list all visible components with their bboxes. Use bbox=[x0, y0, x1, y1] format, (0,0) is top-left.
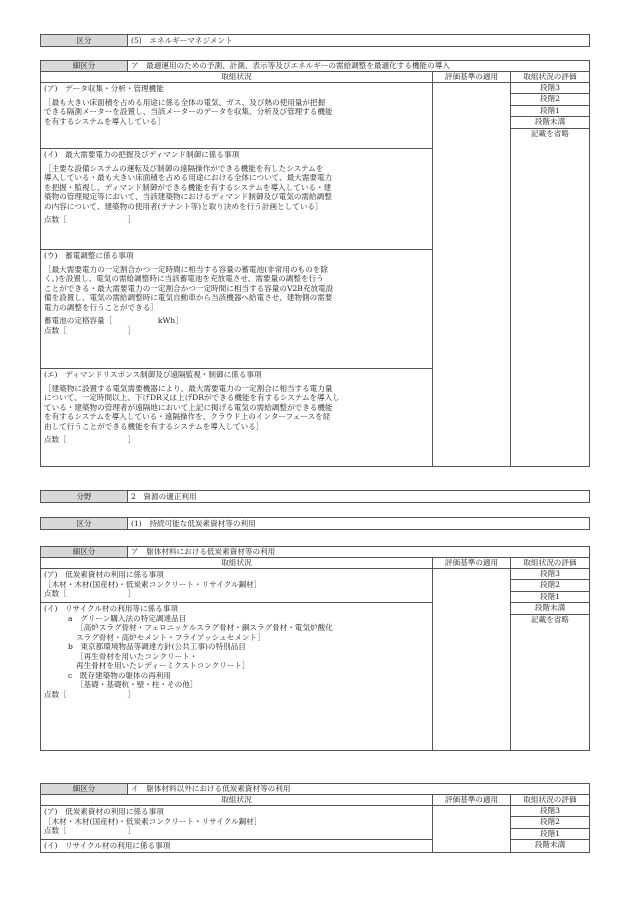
kubun-label: 区分 bbox=[41, 35, 128, 47]
item-text-line: の内容について、建築物の使用者(テナント等)と取り決めを行う計画としている］ bbox=[44, 201, 323, 211]
item-title: (ア) 低炭素資材の利用に係る事項 bbox=[44, 570, 164, 579]
level-below[interactable]: 段階未満 bbox=[511, 603, 589, 614]
item-text-line: ［主要な設備システムの運転及び制御の遠隔操作ができる機能を有したシステムを bbox=[44, 163, 324, 173]
kubun-label: 区分 bbox=[41, 518, 128, 530]
sub-item-title: a グリーン購入法の特定調達品目 bbox=[68, 613, 187, 623]
item-text-line: を有するシステムを導入している］ bbox=[44, 116, 165, 126]
level-1[interactable]: 段階1 bbox=[511, 106, 589, 117]
item-text-line: ［最も大きい床面積を占める用途に係る全体の電気、ガス、及び熱の使用量が把握 bbox=[44, 97, 326, 107]
item-text-line: ［建築物に設置する電気需要機器により、最大需要電力の一定割合に相当する電力量 bbox=[44, 383, 333, 393]
kubun-table-energy bbox=[40, 34, 590, 47]
saikubun-label: 細区分 bbox=[41, 61, 128, 72]
col-status-header: 取組状況 bbox=[41, 558, 433, 569]
item-text-line: ［再生骨材を用いたコンクリート・ bbox=[76, 651, 198, 661]
saikubun-table-structure bbox=[40, 546, 590, 751]
sub-item-title: c 既存建築物の躯体の再利用 bbox=[68, 670, 171, 680]
level-2[interactable]: 段階2 bbox=[511, 817, 589, 828]
points-field[interactable]: 点数［ ］ bbox=[44, 689, 136, 699]
col-criteria-header: 評価基準の適用 bbox=[433, 795, 511, 806]
item-text-line: 電力の調整を行うことができる］ bbox=[44, 302, 158, 312]
kubun-value: (5) エネルギーマネジメント bbox=[128, 35, 590, 47]
item-text-line: ［高炉スラグ骨材・フェロニッケルスラグ骨材・銅スラグ骨材・電気炉酸化 bbox=[76, 623, 333, 632]
level-below[interactable]: 段階未満 bbox=[511, 117, 589, 128]
bunya-label: 分野 bbox=[41, 491, 128, 503]
item-text-line: について、一定時間以上、下げDR又は上げDRができる機能を有するシステムを導入し bbox=[44, 393, 340, 402]
col-eval-header: 取組状況の評価 bbox=[511, 795, 590, 806]
eval-levels bbox=[511, 83, 590, 467]
item-text-line: 由して行うことができる機能を有するシステムを導入している］ bbox=[44, 421, 264, 431]
item-recycled bbox=[41, 603, 433, 751]
item-text-line: 導入している・最も大きい床面積を占める用途における全体について、最大需要電力 bbox=[44, 173, 333, 182]
item-text-line: 築物の管理規定等において、当該建築物におけるディマンド制御及び電気の需給調整 bbox=[44, 192, 332, 201]
col-criteria-header: 評価基準の適用 bbox=[433, 558, 511, 569]
item-text-line: ［基礎・基礎杭・壁・柱・その他］ bbox=[76, 680, 198, 689]
col-status-header: 取組状況 bbox=[41, 72, 433, 83]
item-text-line: ている・建築物の管理者が遠隔地において上記に掲げる電気の需給調整ができる機能 bbox=[44, 402, 333, 412]
criteria-cell[interactable] bbox=[433, 83, 511, 467]
level-1[interactable]: 段階1 bbox=[511, 592, 589, 603]
kubun-value: (1) 持続可能な低炭素資材等の利用 bbox=[128, 518, 590, 530]
item-text-line: 備を設置し、電気の需給調整時に電気自動車から当該機器へ給電させ、建物側の需要 bbox=[44, 293, 333, 302]
level-omit[interactable]: 記載を省略 bbox=[531, 128, 569, 138]
eval-levels bbox=[511, 806, 590, 853]
criteria-cell[interactable] bbox=[433, 569, 511, 751]
item-demand-response bbox=[41, 369, 433, 467]
saikubun-value: ア 躯体材料における低炭素資材等の利用 bbox=[128, 547, 590, 558]
item-text-line: ［最大需要電力の一定割合かつ一定時間に相当する容量の蓄電池(非常用のものを除 bbox=[44, 264, 328, 274]
kubun-table-resource bbox=[40, 517, 590, 530]
item-data-collection bbox=[41, 83, 433, 149]
item-text-line: ことができる・最大需要電力の一定割合かつ一定時間に相当する容量のV2B充放電設 bbox=[44, 283, 334, 293]
level-omit[interactable]: 記載を省略 bbox=[531, 614, 569, 624]
saikubun-table-nonstructure bbox=[40, 783, 590, 853]
item-title: (イ) リサイクル材の利用等に係る事項 bbox=[44, 604, 178, 613]
level-below[interactable]: 段階未満 bbox=[534, 840, 566, 850]
sub-item-title: b 東京都環境物品等調達方針(公共工事)の特別品目 bbox=[68, 642, 246, 651]
item-recycled bbox=[41, 840, 433, 853]
criteria-cell[interactable] bbox=[433, 806, 511, 853]
points-field[interactable]: 点数［ ］ bbox=[44, 215, 136, 224]
item-text-line: を有するシステムを導入している・遠隔操作を、クラウド上のインターフェースを経 bbox=[44, 412, 331, 421]
col-eval-header: 取組状況の評価 bbox=[511, 72, 590, 83]
item-low-carbon bbox=[41, 806, 433, 840]
item-text-line: く。)を設置し、電気の需給調整時に当該蓄電池を充放電させ、需要量の調整を行う bbox=[44, 274, 324, 283]
item-low-carbon bbox=[41, 569, 433, 603]
saikubun-label: 細区分 bbox=[41, 547, 128, 558]
level-3[interactable]: 段階3 bbox=[511, 569, 589, 580]
item-text-line: ［木材・木材(国産材)・低炭素コンクリート・リサイクル鋼材］ bbox=[44, 816, 262, 826]
item-text-line: スラグ骨材・高炉セメント・フライアッシュセメント］ bbox=[76, 632, 265, 642]
item-text-line: を把握・監視し、ディマンド制御ができる機能を有するシステムを導入している・建 bbox=[44, 182, 332, 192]
saikubun-label: 細区分 bbox=[41, 784, 128, 795]
points-field[interactable]: 点数［ ］ bbox=[44, 325, 136, 335]
level-2[interactable]: 段階2 bbox=[511, 94, 589, 105]
item-storage bbox=[41, 250, 433, 369]
points-field[interactable]: 点数［ ］ bbox=[44, 826, 136, 835]
item-text-line: 再生骨材を用いたレディーミクストコンクリート］ bbox=[76, 661, 250, 670]
level-3[interactable]: 段階3 bbox=[511, 83, 589, 94]
battery-capacity-field[interactable]: 蓄電池の定格容量［ kWh］ bbox=[44, 316, 183, 325]
level-3[interactable]: 段階3 bbox=[511, 806, 589, 817]
eval-levels bbox=[511, 569, 590, 751]
col-status-header: 取組状況 bbox=[41, 795, 433, 806]
item-title: (ア) 低炭素資材の利用に係る事項 bbox=[44, 807, 164, 816]
bunya-table bbox=[40, 490, 590, 503]
item-text-line: ［木材・木材(国産材)・低炭素コンクリート・リサイクル鋼材］ bbox=[44, 579, 262, 589]
level-2[interactable]: 段階2 bbox=[511, 580, 589, 591]
level-1[interactable]: 段階1 bbox=[511, 829, 589, 840]
item-title: (ア) データ収集・分析・管理機能 bbox=[44, 84, 164, 93]
col-eval-header: 取組状況の評価 bbox=[511, 558, 590, 569]
bunya-value: 2 資源の適正利用 bbox=[128, 491, 590, 503]
item-title: (イ) 最大需要電力の把握及びディマンド制御に係る事項 bbox=[44, 150, 240, 159]
points-field[interactable]: 点数［ ］ bbox=[44, 589, 136, 598]
item-title: (ウ) 蓄電調整に係る事項 bbox=[44, 251, 134, 260]
saikubun-value: イ 躯体材料以外における低炭素資材等の利用 bbox=[128, 784, 590, 795]
saikubun-table-energy bbox=[40, 60, 590, 467]
saikubun-value: ア 最適運用のための予測、計測、表示等及びエネルギーの需給調整を最適化する機能の導入 bbox=[128, 61, 590, 72]
col-criteria-header: 評価基準の適用 bbox=[433, 72, 511, 83]
item-title: (エ) ディマンドリスポンス制御及び遠隔監視・制御に係る事項 bbox=[44, 370, 262, 379]
item-text-line: できる隔測メーターを設置し、当該メーターのデータを収集、分析及び管理する機能 bbox=[44, 107, 333, 116]
item-demand-control bbox=[41, 149, 433, 250]
item-title: (イ) リサイクル材の利用に係る事項 bbox=[44, 841, 171, 850]
points-field[interactable]: 点数［ ］ bbox=[44, 435, 136, 444]
